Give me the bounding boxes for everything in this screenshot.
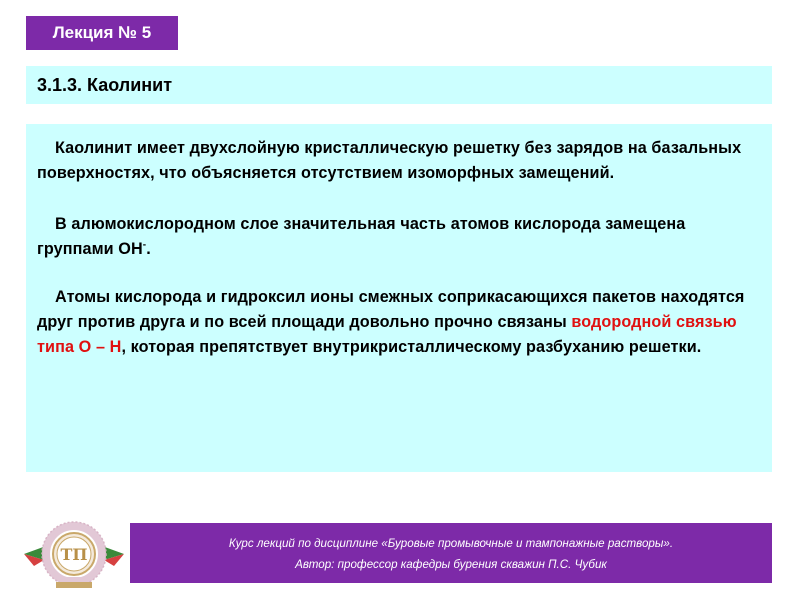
paragraph-substitution-text: В алюмокислородном слое значительная часть атомов кислорода замещена группами ОН: [37, 215, 686, 258]
svg-text:ТП: ТП: [60, 545, 88, 564]
paragraph-substitution: [37, 212, 756, 262]
paragraph-structure: [37, 136, 756, 186]
section-header: [26, 66, 772, 104]
hydroxyl-charge-superscript: -: [142, 239, 147, 251]
hydrogen-bond-highlight: водородной связью типа О – Н: [37, 313, 737, 356]
section-title: 3.1.3. Каолинит: [37, 74, 173, 95]
paragraph-hydrogen-bond: [37, 285, 756, 360]
paragraph-substitution-end: .: [146, 240, 151, 258]
paragraph-structure-text: Каолинит имеет двухслойную кристаллическую решетку без зарядов на базальных поверхностях, что объясняется отсутствием изоморфных замещений.: [37, 139, 742, 182]
paragraph-hydrogen-bond-start: Атомы кислорода и гидроксил ионы смежных соприкасающихся пакетов находятся друг против друга и по всей площади довольно прочно связаны: [37, 288, 745, 331]
footer-banner: [130, 523, 772, 583]
content-panel: [26, 124, 772, 472]
lecture-number-label: Лекция № 5: [52, 23, 152, 42]
footer-author-line: Автор: профессор кафедры бурения скважин П.С. Чубик: [295, 558, 607, 571]
footer-course-line: Курс лекций по дисциплине «Буровые промывочные и тампонажные растворы».: [228, 537, 674, 550]
university-emblem-icon: [20, 516, 128, 592]
lecture-number-badge: [26, 16, 178, 50]
paragraph-hydrogen-bond-end: , которая препятствует внутрикристаллическому разбуханию решетки.: [121, 338, 702, 356]
